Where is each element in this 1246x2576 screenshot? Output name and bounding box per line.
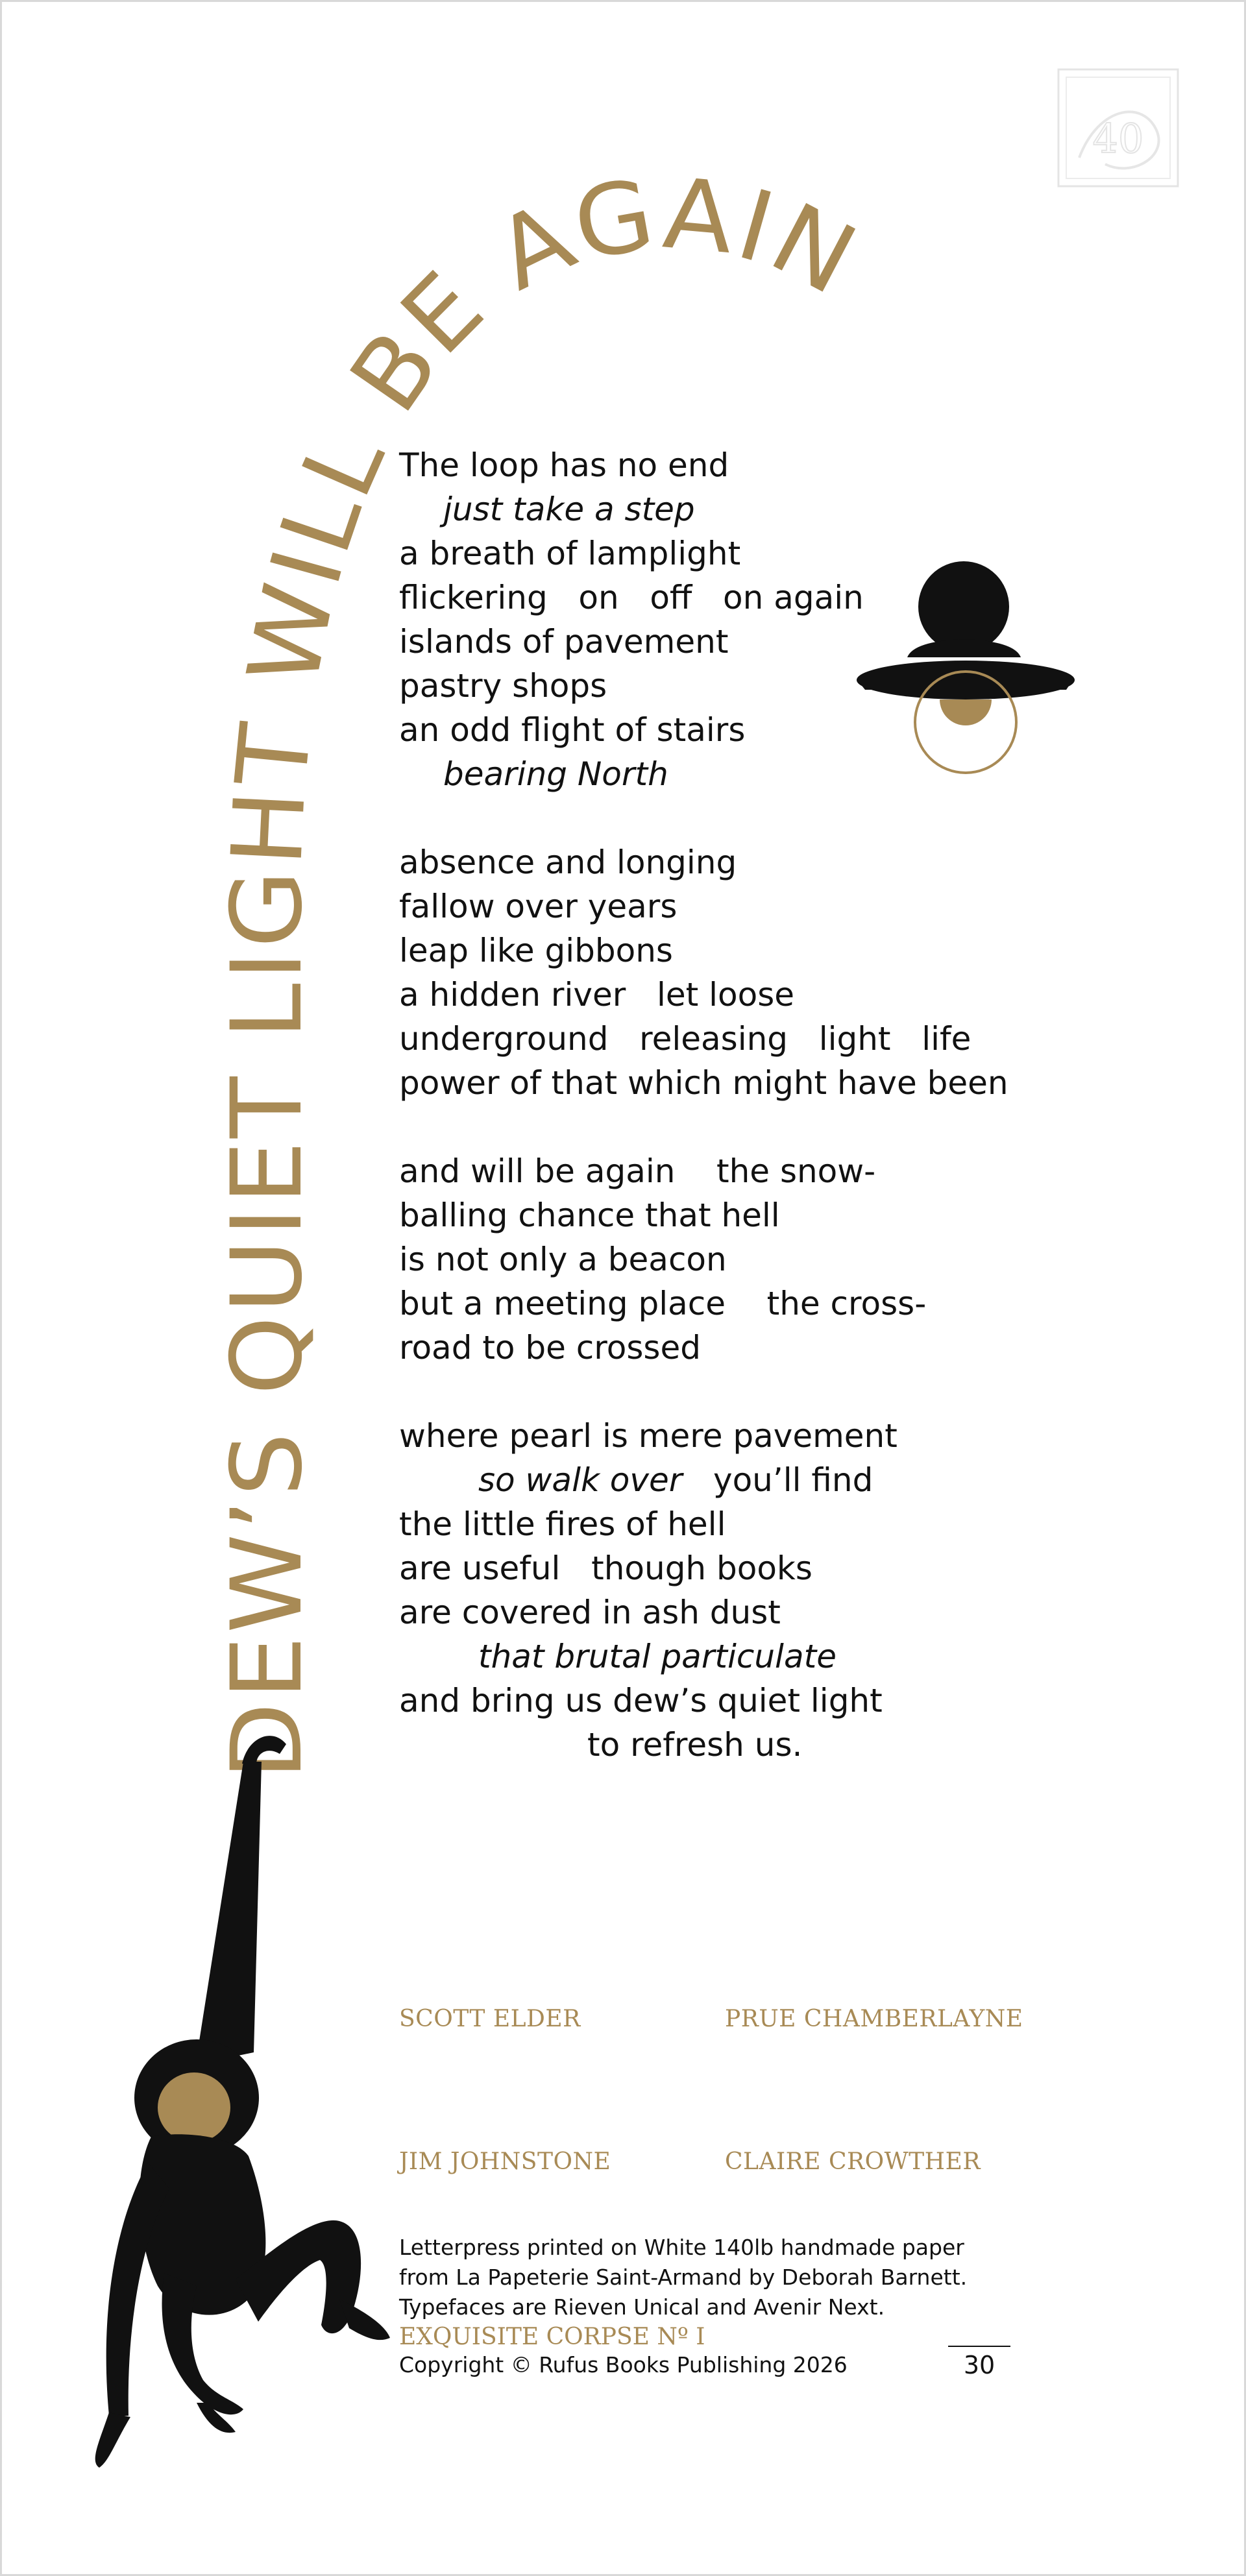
poem-line: road to be crossed [399,1329,701,1367]
arched-title: EW’S QUIET LIGHT WILL BE AGAIN [210,157,873,1700]
poem-line: an odd flight of stairs [399,711,746,749]
colophon-line: Typefaces are Rieven Unical and Avenir Next. [399,2294,885,2320]
poem-line: flickering on off on again [399,579,864,616]
copyright-notice: Copyright © Rufus Books Publishing 2026 [399,2352,848,2377]
poem-line: underground releasing light life [399,1020,971,1058]
poem-line: but a meeting place the cross- [399,1285,927,1322]
poem-line-italic-part: so walk over [478,1461,683,1499]
poem-line: that brutal particulate [478,1638,837,1675]
poem-body [399,443,1081,1767]
poem-line: are covered in ash dust [399,1594,781,1631]
poem-line: pastry shops [399,667,607,705]
poem-line [399,1458,1081,1502]
poem-line: just take a step [443,491,695,528]
poem-line: balling chance that hell [399,1197,780,1234]
poem-line: is not only a beacon [399,1241,727,1278]
poem-line: the little fires of hell [399,1505,726,1543]
poem-line: a breath of lamplight [399,535,741,572]
poem-line-regular-part: you’ll find [682,1461,873,1499]
poem-line: and will be again the snow- [399,1152,876,1190]
poem-line: absence and longing [399,844,737,881]
stanza-break [399,796,1081,840]
colophon-line: from La Papeterie Saint-Armand by Deborah Barnett. [399,2265,968,2290]
poem-line: leap like gibbons [399,932,673,969]
author-name: CLAIRE CROWTHER [725,2148,981,2175]
poem-line: a hidden river let loose [399,976,795,1014]
poem-line: and bring us dew’s quiet light [399,1682,883,1719]
poem-line: The loop has no end [399,446,729,484]
page-number: 30 [963,2351,996,2379]
author-name: JIM JOHNSTONE [399,2148,611,2175]
poem-line: fallow over years [399,888,678,925]
author-name: SCOTT ELDER [399,2006,581,2032]
page-number-rule [948,2346,1010,2347]
stanza-break [399,1370,1081,1414]
colophon [399,2233,1048,2322]
svg-text:40: 40 [1092,115,1144,162]
author-name: PRUE CHAMBERLAYNE [725,2006,1023,2032]
stanza-break [399,1105,1081,1149]
poem-line: islands of pavement [399,623,729,661]
poem-line: bearing North [443,755,668,793]
gibbon-silhouette [95,1736,390,2468]
poem-line: power of that which might have been [399,1064,1008,1102]
series-title: EXQUISITE CORPSE Nº I [399,2324,705,2350]
poem-line: where pearl is mere pavement [399,1417,898,1455]
colophon-line: Letterpress printed on White 140lb handmade paper [399,2235,964,2260]
poem-line: are useful though books [399,1549,812,1587]
poem-line: to refresh us. [587,1726,803,1764]
publisher-monogram-seal [1058,69,1178,186]
